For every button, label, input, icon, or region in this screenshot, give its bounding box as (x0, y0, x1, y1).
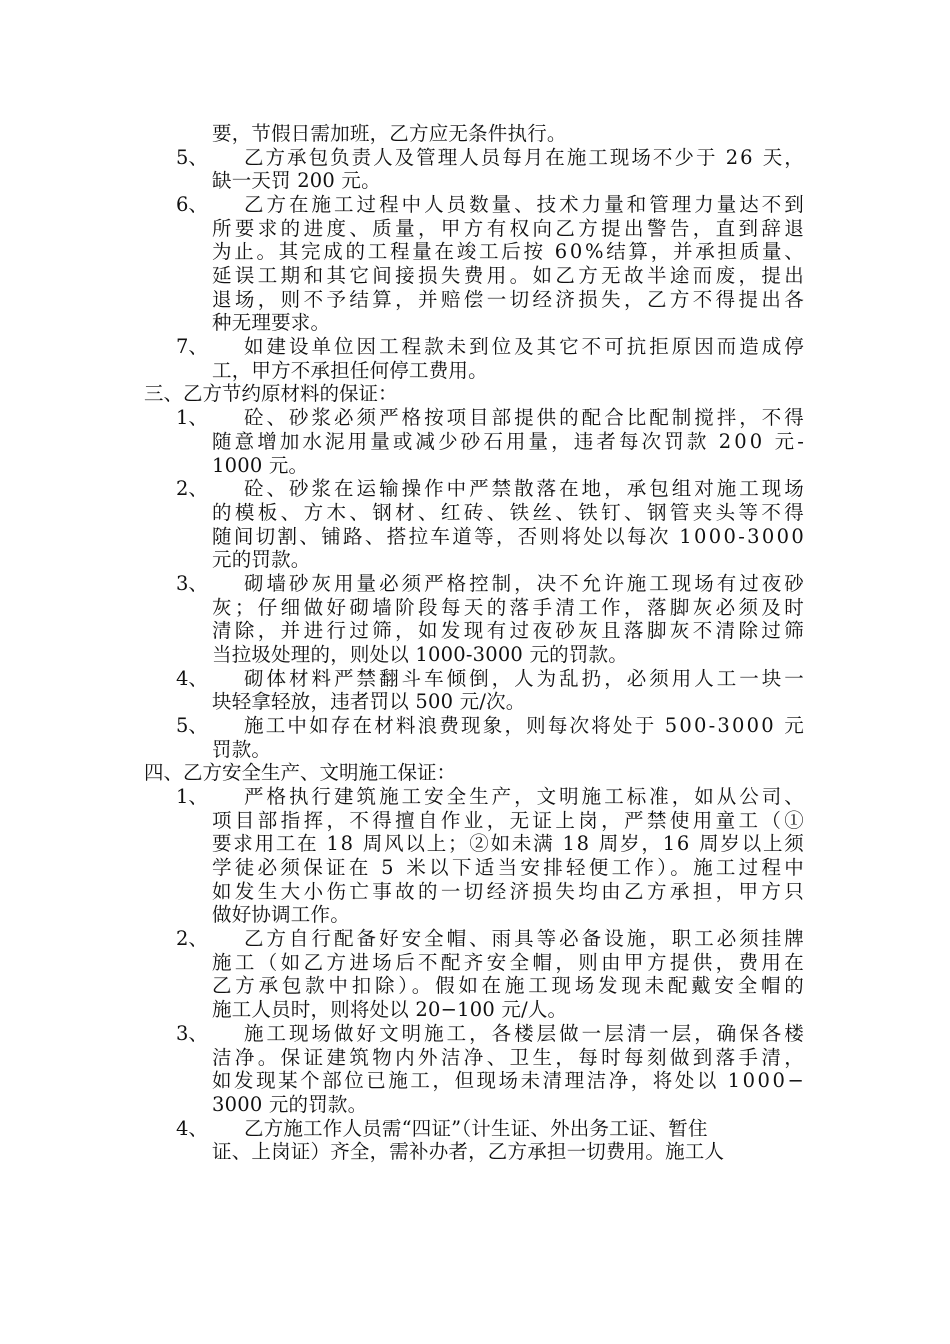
paragraph-line: 施工人员时，则将处以 20−100 元/人。 (212, 998, 568, 1022)
paragraph-line: 乙方在施工过程中人员数量、技术力量和管理力量达不到 (244, 193, 807, 217)
paragraph-line: 如发现某个部位已施工，但现场未清理洁净，将处以 1000− (212, 1069, 807, 1093)
paragraph-line: 块轻拿轻放，违者罚以 500 元/次。 (212, 690, 526, 714)
list-item-number: 3、 (176, 571, 208, 595)
paragraph-line: 做好协调工作。 (212, 903, 350, 927)
paragraph-line: 乙方施工作人员需“四证”（计生证、外出务工证、暂住 (244, 1116, 708, 1140)
section-heading: 四、乙方安全生产、文明施工保证： (144, 761, 457, 785)
paragraph-line: 退场，则不予结算，并赔偿一切经济损失，乙方不得提出各 (212, 287, 808, 311)
paragraph-line: 施工中如存在材料浪费现象，则每次将处于 500-3000 元 (244, 714, 806, 737)
list-item-number: 4、 (176, 1116, 208, 1140)
paragraph-line: 施工（如乙方进场后不配齐安全帽，则由甲方提供，费用在 (212, 950, 808, 974)
paragraph-line: 所要求的进度、质量，甲方有权向乙方提出警告，直到辞退 (212, 216, 808, 240)
paragraph-line: 乙方自行配备好安全帽、雨具等必备设施，职工必须挂牌 (244, 927, 807, 951)
paragraph-line: 清除，并进行过筛，如发现有过夜砂灰且落脚灰不清除过筛 (212, 619, 808, 643)
list-item-number: 6、 (176, 193, 208, 217)
paragraph-line: 为止。其完成的工程量在竣工后按 60%结算，并承担质量、 (212, 240, 807, 264)
list-item-number: 3、 (176, 1021, 208, 1045)
list-item-number: 1、 (176, 406, 208, 430)
paragraph-line: 项目部指挥，不得擅自作业，无证上岗，严禁使用童工（① (212, 808, 808, 832)
paragraph-line: 洁净。保证建筑物内外洁净、卫生，每时每刻做到落手清， (212, 1045, 808, 1069)
paragraph-line: 种无理要求。 (212, 311, 331, 335)
paragraph-line: 罚款。 (212, 737, 272, 761)
paragraph-line: 如发生大小伤亡事故的一切经济损失均由乙方承担，甲方只 (212, 879, 808, 903)
paragraph-line: 砼、砂浆必须严格按项目部提供的配合比配制搅拌，不得 (244, 406, 807, 430)
paragraph-line: 学徒必须保证在 5 米以下适当安排轻便工作）。施工过程中 (212, 856, 808, 880)
list-item-number: 7、 (176, 335, 208, 359)
paragraph-line: 1000 元。 (212, 453, 309, 477)
paragraph-line: 3000 元的罚款。 (212, 1092, 368, 1116)
paragraph-line: 砌墙砂灰用量必须严格控制，决不允许施工现场有过夜砂 (244, 571, 807, 595)
paragraph-line: 要求用工在 18 周风以上；②如未满 18 周岁，16 周岁以上须 (212, 832, 806, 856)
paragraph-line: 乙方承包款中扣除）。假如在施工现场发现未配戴安全帽的 (212, 974, 808, 998)
paragraph-line: 延误工期和其它间接损失费用。如乙方无故半途而废，提出 (212, 264, 808, 288)
paragraph-line: 砌体材料严禁翻斗车倾倒，人为乱扔，必须用人工一块一 (244, 666, 807, 690)
paragraph-line: 砼、砂浆在运输操作中严禁散落在地，承包组对施工现场 (244, 477, 807, 501)
paragraph-line: 施工现场做好文明施工，各楼层做一层清一层，确保各楼 (244, 1021, 807, 1045)
paragraph-line: 证、上岗证）齐全，需补办者，乙方承担一切费用。施工人 (212, 1140, 725, 1164)
list-item-number: 5、 (176, 714, 208, 737)
list-item-number: 4、 (176, 666, 208, 690)
list-item-number: 2、 (176, 477, 208, 501)
list-item-number: 2、 (176, 927, 208, 951)
paragraph-line: 元的罚款。 (212, 548, 311, 572)
paragraph-line: 当拉圾处理的，则处以 1000-3000 元的罚款。 (212, 642, 628, 666)
paragraph-line: 工，甲方不承担任何停工费用。 (212, 358, 488, 382)
paragraph-line: 严格执行建筑施工安全生产，文明施工标准，如从公司、 (244, 785, 807, 809)
section-heading: 三、乙方节约原材料的保证： (144, 382, 398, 406)
paragraph-line: 的模板、方木、钢材、红砖、铁丝、铁钉、钢管夹头等不得 (212, 500, 808, 524)
list-item-number: 5、 (176, 145, 208, 169)
paragraph-line: 灰；仔细做好砌墙阶段每天的落手清工作，落脚灰必须及时 (212, 595, 808, 619)
paragraph-line: 乙方承包负责人及管理人员每月在施工现场不少于 26 天， (244, 145, 806, 169)
paragraph-line: 随意增加水泥用量或减少砂石用量，违者每次罚款 200 元- (212, 429, 807, 453)
paragraph-line: 缺一天罚 200 元。 (212, 169, 381, 193)
list-item-number: 1、 (176, 785, 208, 809)
paragraph-line: 随间切割、铺路、搭拉车道等，否则将处以每次 1000-3000 (212, 524, 807, 548)
paragraph-line: 要，节假日需加班，乙方应无条件执行。 (212, 122, 567, 145)
paragraph-line: 如建设单位因工程款未到位及其它不可抗拒原因而造成停 (244, 335, 807, 359)
